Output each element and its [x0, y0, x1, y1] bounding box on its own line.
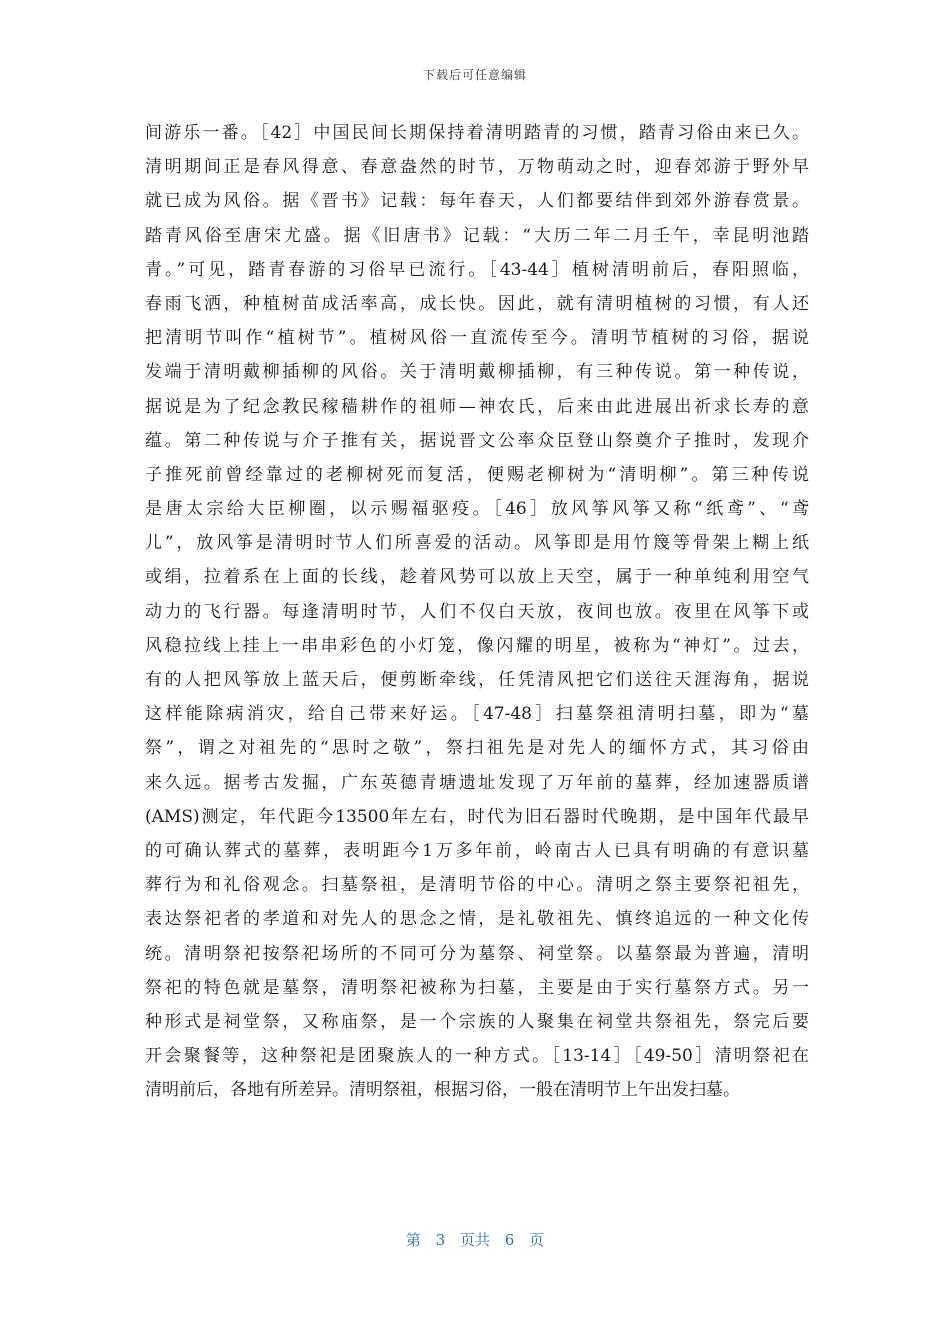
text-line: 青。”可见，踏青春游的习俗早已流行。［43-44］植树清明前后，春阳照临，: [145, 259, 809, 280]
text-line: 春雨飞洒，种植树苗成活率高，成长快。因此，就有清明植树的习惯，有人还: [145, 293, 809, 314]
text-line: 就已成为风俗。据《晋书》记载：每年春天，人们都要结伴到郊外游春赏景。: [145, 191, 809, 212]
text-line: 的可确认葬式的墓葬，表明距今1万多年前，岭南古人已具有明确的有意识墓: [145, 840, 809, 861]
text-line: 是唐太宗给大臣柳圈，以示赐福驱疫。［46］放风筝风筝又称“纸鸢”、“鸢: [145, 499, 809, 520]
text-line: (AMS)测定，年代距今13500年左右，时代为旧石器时代晚期，是中国年代最早: [145, 806, 809, 827]
text-line: 来久远。据考古发掘，广东英德青塘遗址发现了万年前的墓葬，经加速器质谱: [145, 772, 809, 793]
text-line: 祭祀的特色就是墓祭，清明祭祀被称为扫墓，主要是由于实行墓祭方式。另一: [145, 977, 809, 998]
text-line: 把清明节叫作“植树节”。植树风俗一直流传至今。清明节植树的习俗，据说: [145, 328, 809, 349]
text-line: 踏青风俗至唐宋尤盛。据《旧唐书》记载：“大历二年二月壬午，幸昆明池踏: [145, 225, 809, 246]
text-line: 风稳拉线上挂上一串串彩色的小灯笼，像闪耀的明星，被称为“神灯”。过去，: [145, 635, 809, 656]
text-line: 蕴。第二种传说与介子推有关，据说晋文公率众臣登山祭奠介子推时，发现介: [145, 430, 809, 451]
text-line: 发端于清明戴柳插柳的风俗。关于清明戴柳插柳，有三种传说。第一种传说，: [145, 362, 809, 383]
page-footer: 第 3 页共 6 页: [405, 1231, 545, 1249]
text-line: 表达祭祀者的孝道和对先人的思念之情，是礼敬祖先、慎终追远的一种文化传: [145, 909, 809, 930]
text-line: 子推死前曾经靠过的老柳树死而复活，便赐老柳树为“清明柳”。第三种传说: [145, 464, 809, 485]
text-line: 统。清明祭祀按祭祀场所的不同可分为墓祭、祠堂祭。以墓祭最为普遍，清明: [145, 943, 809, 964]
text-line: 清明前后，各地有所差异。清明祭祖，根据习俗，一般在清明节上午出发扫墓。: [145, 1080, 740, 1101]
text-line: 这样能除病消灾，给自己带来好运。［47-48］扫墓祭祖清明扫墓，即为“墓: [145, 704, 809, 725]
text-line: 据说是为了纪念教民稼穑耕作的祖师—神农氏，后来由此进展出祈求长寿的意: [145, 396, 809, 417]
body-text: [145, 116, 809, 1107]
text-line: 种形式是祠堂祭，又称庙祭，是一个宗族的人聚集在祠堂共祭祖先，祭完后要: [145, 1011, 809, 1032]
page-header: 下载后可任意编辑: [422, 68, 527, 82]
text-line: 清明期间正是春风得意、春意盎然的时节，万物萌动之时，迎春郊游于野外早: [145, 157, 809, 178]
text-line: 开会聚餐等，这种祭祀是团聚族人的一种方式。［13-14］［49-50］清明祭祀在: [145, 1046, 809, 1067]
text-line: 或绢，拉着系在上面的长线，趁着风势可以放上天空，属于一种单纯利用空气: [145, 567, 809, 588]
text-line: 葬行为和礼俗观念。扫墓祭祖，是清明节俗的中心。清明之祭主要祭祀祖先，: [145, 875, 809, 896]
text-line: 间游乐一番。［42］中国民间长期保持着清明踏青的习惯，踏青习俗由来已久。: [145, 123, 809, 143]
text-line: 动力的飞行器。每逢清明时节，人们不仅白天放，夜间也放。夜里在风筝下或: [145, 601, 809, 622]
text-line: 有的人把风筝放上蓝天后，便剪断牵线，任凭清风把它们送往天涯海角，据说: [145, 670, 809, 690]
text-line: 祭”，谓之对祖先的“思时之敬”，祭扫祖先是对先人的缅怀方式，其习俗由: [145, 738, 809, 759]
text-line: 儿”，放风筝是清明时节人们所喜爱的活动。风筝即是用竹篾等骨架上糊上纸: [145, 533, 809, 554]
